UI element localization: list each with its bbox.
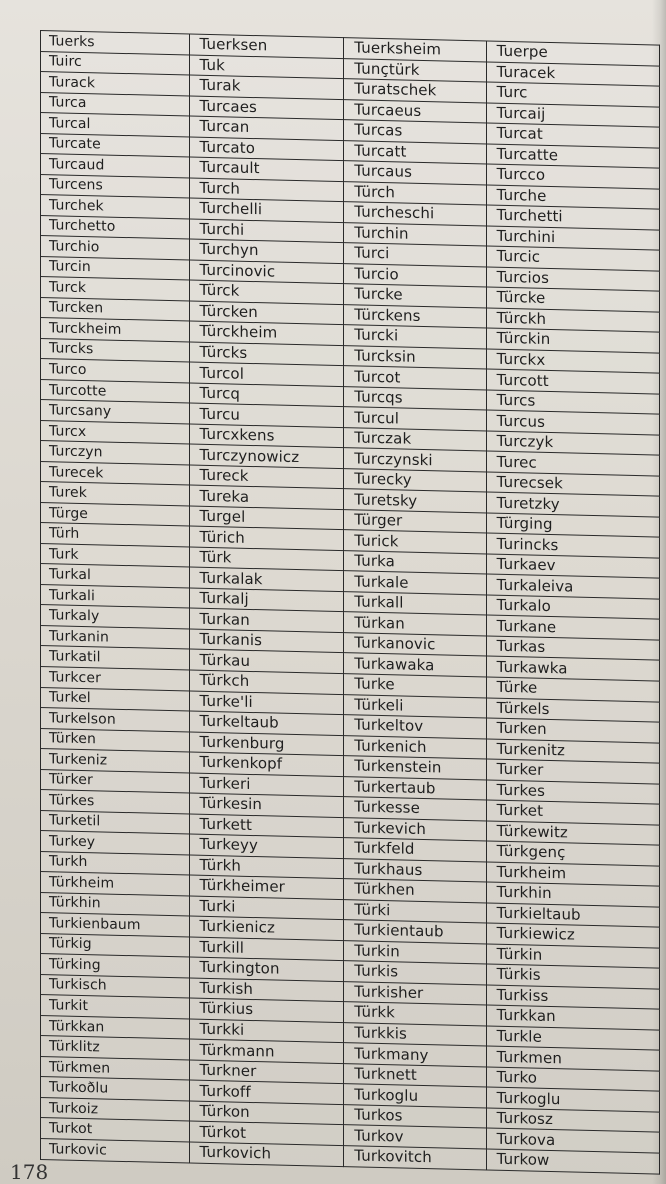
table-cell: Türkeli (344, 694, 486, 718)
table-cell: Turcic (486, 246, 659, 271)
table-cell: Turket (486, 800, 659, 825)
table-cell: Turcx (41, 420, 190, 444)
table-cell: Türkewitz (486, 821, 659, 846)
table-cell: Turcus (486, 410, 659, 435)
table-cell: Turkatil (41, 646, 190, 670)
table-cell: Turek (41, 482, 190, 506)
table-cell: Turkovic (41, 1138, 190, 1163)
table-cell: Turkalo (486, 595, 659, 620)
table-cell: Turczynowicz (189, 444, 344, 468)
surname-table-wrapper (40, 30, 660, 1175)
table-cell: Turchetti (486, 205, 659, 230)
table-cell: Türki (344, 899, 486, 923)
table-cell: Turkin (344, 940, 486, 964)
table-cell: Turckx (486, 349, 659, 374)
table-cell: Turcs (486, 390, 659, 415)
table-cell: Turcott (486, 369, 659, 394)
table-cell: Turcu (189, 403, 344, 427)
table-cell: Turkovitch (344, 1146, 486, 1171)
table-cell: Turcksin (344, 345, 486, 369)
table-cell: Turckheim (41, 318, 190, 342)
table-cell: Türkch (189, 670, 344, 694)
table-cell: Turkeniz (41, 749, 190, 773)
table-cell: Türkot (189, 1121, 344, 1145)
table-cell: Turko (486, 1067, 659, 1092)
table-cell: Turcio (344, 263, 486, 287)
table-cell: Türge (41, 502, 190, 526)
table-cell: Türking (41, 954, 190, 978)
table-cell: Turkner (189, 1060, 344, 1084)
table-cell: Turca (41, 92, 190, 116)
table-cell: Turkiss (486, 985, 659, 1010)
table-cell: Turcotte (41, 379, 190, 403)
table-cell: Turkanis (189, 629, 344, 653)
table-cell: Turkhin (486, 882, 659, 907)
table-cell: Turkaev (486, 554, 659, 579)
table-cell: Turkcer (41, 666, 190, 690)
table-cell: Turchetto (41, 215, 190, 239)
table-cell: Turketil (41, 810, 190, 834)
table-cell: Turkalak (189, 567, 344, 591)
table-cell: Turincks (486, 533, 659, 558)
table-cell: Tuerpe (486, 41, 659, 66)
table-cell: Tuerksen (189, 34, 344, 58)
table-cell: Turacek (486, 62, 659, 87)
table-cell: Turkova (486, 1128, 659, 1153)
table-cell: Turkeri (189, 773, 344, 797)
table-cell: Tureka (189, 485, 344, 509)
table-cell: Turcaes (189, 96, 344, 120)
table-cell: Tuerksheim (344, 38, 486, 62)
table-cell: Turkmen (486, 1046, 659, 1071)
table-cell: Turkawaka (344, 653, 486, 677)
table-cell: Turkis (344, 961, 486, 985)
table-cell: Turcate (41, 133, 190, 157)
table-cell: Turcken (41, 297, 190, 321)
table-cell: Turcul (344, 407, 486, 431)
table-cell: Turcxkens (189, 424, 344, 448)
table-cell: Turczyk (486, 431, 659, 456)
table-cell: Turkisher (344, 981, 486, 1005)
table-cell: Tureck (189, 465, 344, 489)
table-cell: Turcot (344, 366, 486, 390)
table-cell: Turc (486, 82, 659, 107)
table-cell: Turetsky (344, 489, 486, 513)
table-cell: Tunçtürk (344, 58, 486, 82)
table-cell: Türk (189, 547, 344, 571)
table-cell: Turkh (41, 851, 190, 875)
table-cell: Turcinovic (189, 260, 344, 284)
table-cell: Turkhaus (344, 858, 486, 882)
table-cell: Turcaus (344, 161, 486, 185)
table-cell: Turkoglu (486, 1087, 659, 1112)
table-cell: Turcios (486, 267, 659, 292)
table-cell: Turkiewicz (486, 923, 659, 948)
table-cell: Turkienbaum (41, 913, 190, 937)
table-cell: Turchi (189, 219, 344, 243)
table-cell: Turkfeld (344, 838, 486, 862)
table-cell: Turick (344, 530, 486, 554)
table-cell: Tuirc (41, 51, 190, 75)
table-cell: Turci (344, 243, 486, 267)
table-cell: Türkon (189, 1101, 344, 1125)
table-cell: Turack (41, 72, 190, 96)
table-cell: Turcault (189, 157, 344, 181)
table-cell: Turkoðlu (41, 1077, 190, 1101)
table-cell: Türckens (344, 304, 486, 328)
table-cell: Turcsany (41, 400, 190, 424)
table-cell: Turcatt (344, 140, 486, 164)
table-cell: Turkal (41, 564, 190, 588)
table-cell: Turco (41, 359, 190, 383)
table-cell: Turetzky (486, 492, 659, 517)
table-cell: Turke (344, 674, 486, 698)
table-cell: Turkanovic (344, 633, 486, 657)
table-cell: Turkesse (344, 797, 486, 821)
table-cell: Türkgenç (486, 841, 659, 866)
table-cell: Turcco (486, 164, 659, 189)
table-cell: Türcke (486, 287, 659, 312)
table-cell: Turkan (189, 608, 344, 632)
table-cell: Turcaeus (344, 99, 486, 123)
table-cell: Türging (486, 513, 659, 538)
table-cell: Turchelli (189, 198, 344, 222)
table-cell: Turkientaub (344, 920, 486, 944)
table-cell: Türh (41, 523, 190, 547)
table-cell: Turkane (486, 615, 659, 640)
table-cell: Turcan (189, 116, 344, 140)
table-cell: Turknett (344, 1063, 486, 1087)
table-cell: Turcki (344, 325, 486, 349)
table-cell: Turkey (41, 831, 190, 855)
table-cell: Turcks (41, 338, 190, 362)
table-cell: Turcal (41, 113, 190, 137)
table-cell: Turkow (486, 1149, 659, 1174)
table-cell: Türkh (189, 855, 344, 879)
table-cell: Turkawka (486, 656, 659, 681)
table-cell: Tuk (189, 55, 344, 79)
table-cell: Türch (344, 181, 486, 205)
table-cell: Türklitz (41, 1036, 190, 1060)
table-cell: Türke (486, 677, 659, 702)
table-cell: Türich (189, 526, 344, 550)
table-cell: Turcatte (486, 144, 659, 169)
table-cell: Turkoglu (344, 1084, 486, 1108)
table-cell: Turchin (344, 222, 486, 246)
table-cell: Turkoff (189, 1080, 344, 1104)
table-cell: Türkan (344, 612, 486, 636)
table-cell: Turkeltov (344, 715, 486, 739)
table-cell: Türcken (189, 301, 344, 325)
table-cell: Turkmany (344, 1043, 486, 1067)
table-cell: Turkenburg (189, 732, 344, 756)
table-cell: Turchini (486, 226, 659, 251)
table-cell: Turkenich (344, 735, 486, 759)
table-cell: Turkaleiva (486, 574, 659, 599)
table-cell: Turcato (189, 137, 344, 161)
table-cell: Turkle (486, 1026, 659, 1051)
table-cell: Turcheschi (344, 202, 486, 226)
table-cell: Türkhen (344, 879, 486, 903)
table-cell: Turkel (41, 687, 190, 711)
table-cell: Türkius (189, 998, 344, 1022)
table-cell: Turkeyy (189, 834, 344, 858)
surname-table-body (41, 31, 660, 1175)
table-cell: Turkienicz (189, 916, 344, 940)
table-cell: Turczyn (41, 441, 190, 465)
table-cell: Turkeltaub (189, 711, 344, 735)
table-cell: Turkisch (41, 974, 190, 998)
table-cell: Turkas (486, 636, 659, 661)
table-cell: Türkheimer (189, 875, 344, 899)
table-cell: Turkosz (486, 1108, 659, 1133)
table-cell: Turec (486, 451, 659, 476)
table-cell: Turkenitz (486, 739, 659, 764)
table-cell: Türkig (41, 933, 190, 957)
table-cell: Turkot (41, 1118, 190, 1142)
table-cell: Türger (344, 510, 486, 534)
table-cell: Turki (189, 896, 344, 920)
table-cell: Turkov (344, 1125, 486, 1149)
table-cell: Turkali (41, 584, 190, 608)
table-cell: Tuerks (41, 31, 190, 55)
table-cell: Türckin (486, 328, 659, 353)
table-cell: Turchio (41, 236, 190, 260)
table-cell: Turkoiz (41, 1097, 190, 1121)
table-cell: Turkovich (189, 1142, 344, 1167)
table-cell: Turkki (189, 1019, 344, 1043)
table-cell: Türkes (41, 790, 190, 814)
table-cell: Türkhin (41, 892, 190, 916)
table-cell: Turkalj (189, 588, 344, 612)
table-cell: Turecky (344, 468, 486, 492)
table-cell: Türker (41, 769, 190, 793)
table-cell: Türkk (344, 1002, 486, 1026)
table-cell: Turke'li (189, 691, 344, 715)
table-cell: Türckh (486, 308, 659, 333)
table-cell: Türcks (189, 342, 344, 366)
table-cell: Turck (41, 277, 190, 301)
table-cell: Türkesin (189, 793, 344, 817)
table-cell: Turker (486, 759, 659, 784)
table-cell: Türkin (486, 944, 659, 969)
surname-table (40, 30, 660, 1175)
table-cell: Turkaly (41, 605, 190, 629)
table-cell: Turkheim (486, 862, 659, 887)
table-cell: Turkieltaub (486, 903, 659, 928)
table-cell: Turkall (344, 592, 486, 616)
table-cell: Turak (189, 75, 344, 99)
table-cell: Turkill (189, 937, 344, 961)
table-cell: Türkis (486, 964, 659, 989)
table-cell: Turcaud (41, 154, 190, 178)
table-cell: Turatschek (344, 79, 486, 103)
page-number: 178 (10, 1160, 49, 1184)
table-cell: Turecsek (486, 472, 659, 497)
table-cell: Turkenstein (344, 756, 486, 780)
table-cell: Turken (486, 718, 659, 743)
table-cell: Turecek (41, 461, 190, 485)
table-cell: Turkington (189, 957, 344, 981)
table-cell: Turkos (344, 1104, 486, 1128)
table-cell: Turchek (41, 195, 190, 219)
table-cell: Turkale (344, 571, 486, 595)
table-cell: Turkett (189, 814, 344, 838)
table-cell: Turcin (41, 256, 190, 280)
table-cell: Turcke (344, 284, 486, 308)
table-cell: Turkish (189, 978, 344, 1002)
table-cell: Turch (189, 178, 344, 202)
table-cell: Turcqs (344, 386, 486, 410)
table-cell: Turk (41, 543, 190, 567)
table-cell: Turkertaub (344, 776, 486, 800)
table-cell: Türck (189, 280, 344, 304)
table-cell: Turkkis (344, 1022, 486, 1046)
table-cell: Turka (344, 551, 486, 575)
table-cell: Turcol (189, 362, 344, 386)
table-cell: Türken (41, 728, 190, 752)
table-cell: Turkelson (41, 708, 190, 732)
table-cell: Türkkan (41, 1015, 190, 1039)
table-cell: Turche (486, 185, 659, 210)
table-cell: Türckheim (189, 321, 344, 345)
table-cell: Türkheim (41, 872, 190, 896)
table-cell: Turcas (344, 120, 486, 144)
table-cell: Turcens (41, 174, 190, 198)
table-cell: Türkau (189, 649, 344, 673)
table-cell: Turgel (189, 506, 344, 530)
table-cell: Turczynski (344, 448, 486, 472)
table-cell: Turkit (41, 995, 190, 1019)
table-cell: Turkanin (41, 625, 190, 649)
table-cell: Turczak (344, 427, 486, 451)
table-cell: Turcaij (486, 103, 659, 128)
table-cell: Türkmann (189, 1039, 344, 1063)
table-cell: Turkes (486, 780, 659, 805)
table-cell: Türkels (486, 698, 659, 723)
table-cell: Turchyn (189, 239, 344, 263)
table-cell: Turkevich (344, 817, 486, 841)
table-cell: Turkkan (486, 1005, 659, 1030)
table-cell: Turcq (189, 383, 344, 407)
table-cell: Turcat (486, 123, 659, 148)
table-cell: Turkenkopf (189, 752, 344, 776)
table-cell: Türkmen (41, 1056, 190, 1080)
